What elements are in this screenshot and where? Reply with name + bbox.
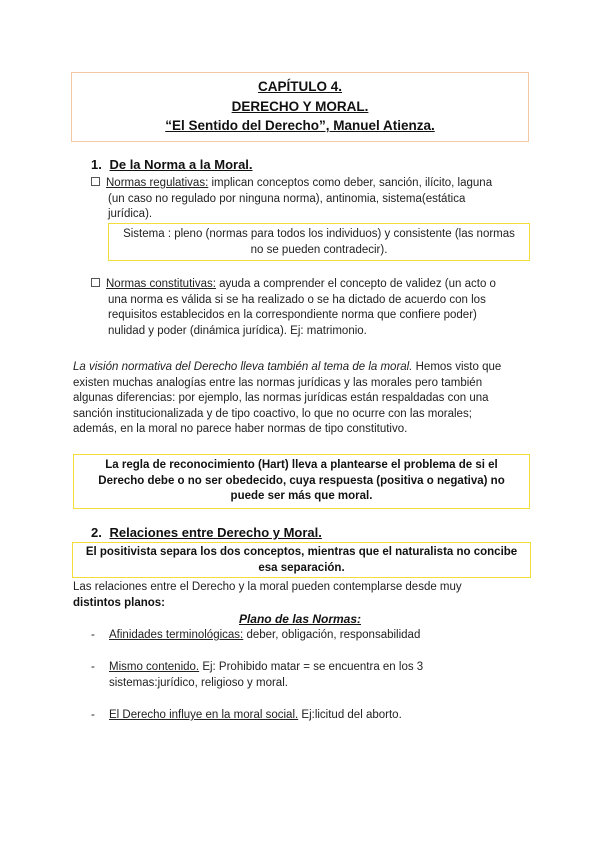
section-1-heading — [91, 157, 253, 172]
plane-title: Plano de las Normas: — [238, 612, 362, 626]
bullet-item: - Afinidades terminológicas: deber, obligación, responsabilidad — [91, 629, 421, 641]
term-label: Normas regulativas: — [106, 177, 209, 189]
checkbox-icon[interactable] — [91, 177, 100, 186]
term-label: Normas constitutivas: — [106, 278, 216, 290]
chapter-subject: DERECHO Y MORAL. — [231, 98, 369, 114]
checkbox-icon[interactable] — [91, 278, 100, 287]
section-1-number: 1. — [91, 157, 102, 172]
section-2-number: 2. — [91, 525, 102, 540]
hart-rule-box: La regla de reconocimiento (Hart) lleva a plantearse el problema de si el Derecho debe o no ser obedecido, cuya respuesta (positiva o negativa) no puede ser más que moral. — [73, 454, 530, 509]
chapter-title-box — [71, 72, 529, 142]
section-2-heading — [91, 525, 322, 540]
bullet-item: - El Derecho influye en la moral social. Ej:licitud del aborto. — [91, 709, 402, 721]
section-2-intro: Las relaciones entre el Derecho y la moral pueden contemplarse desde muy distintos planos: — [73, 581, 462, 609]
body-paragraph: La visión normativa del Derecho lleva también al tema de la moral. Hemos visto que existen muchas analogías entre las normas jurídicas y las morales pero también algunas diferencias: por ejemplo, las normas jurídicas están respaldadas con una sanción institucionalizada y de tipo coactivo, lo que no ocurre con las morales; además, en la moral no parece haber normas de tipo constitutivo. — [73, 361, 502, 435]
list-item-normas-constitutivas: Normas constitutivas: ayuda a comprender el concepto de validez (un acto o una norma es válida si se ha realizado o se ha dictado de acuerdo con los requisitos establecidos en la correspondiente norma que confiere poder) nulidad y poder (dinámica jurídica). Ej: matrimonio. — [91, 277, 531, 339]
bullet-item: - Mismo contenido. Ej: Prohibido matar = se encuentra en los 3 sistemas:jurídico, religioso y moral. — [91, 661, 424, 689]
section-1-title: De la Norma a la Moral. — [109, 157, 253, 172]
section-2-title: Relaciones entre Derecho y Moral. — [109, 525, 322, 540]
system-definition-box: Sistema : pleno (normas para todos los individuos) y consistente (las normas no se pueden contradecir). — [108, 223, 530, 261]
positivist-box: El positivista separa los dos conceptos, mientras que el naturalista no concibe esa separación. — [72, 542, 531, 578]
chapter-source: “El Sentido del Derecho”, Manuel Atienza. — [165, 118, 435, 133]
chapter-number: CAPÍTULO 4. — [257, 79, 342, 94]
list-item-normas-regulativas: Normas regulativas: implican conceptos como deber, sanción, ilícito, laguna (un caso no regulado por ninguna norma), antinomia, sistema(estática jurídica). — [91, 176, 531, 223]
